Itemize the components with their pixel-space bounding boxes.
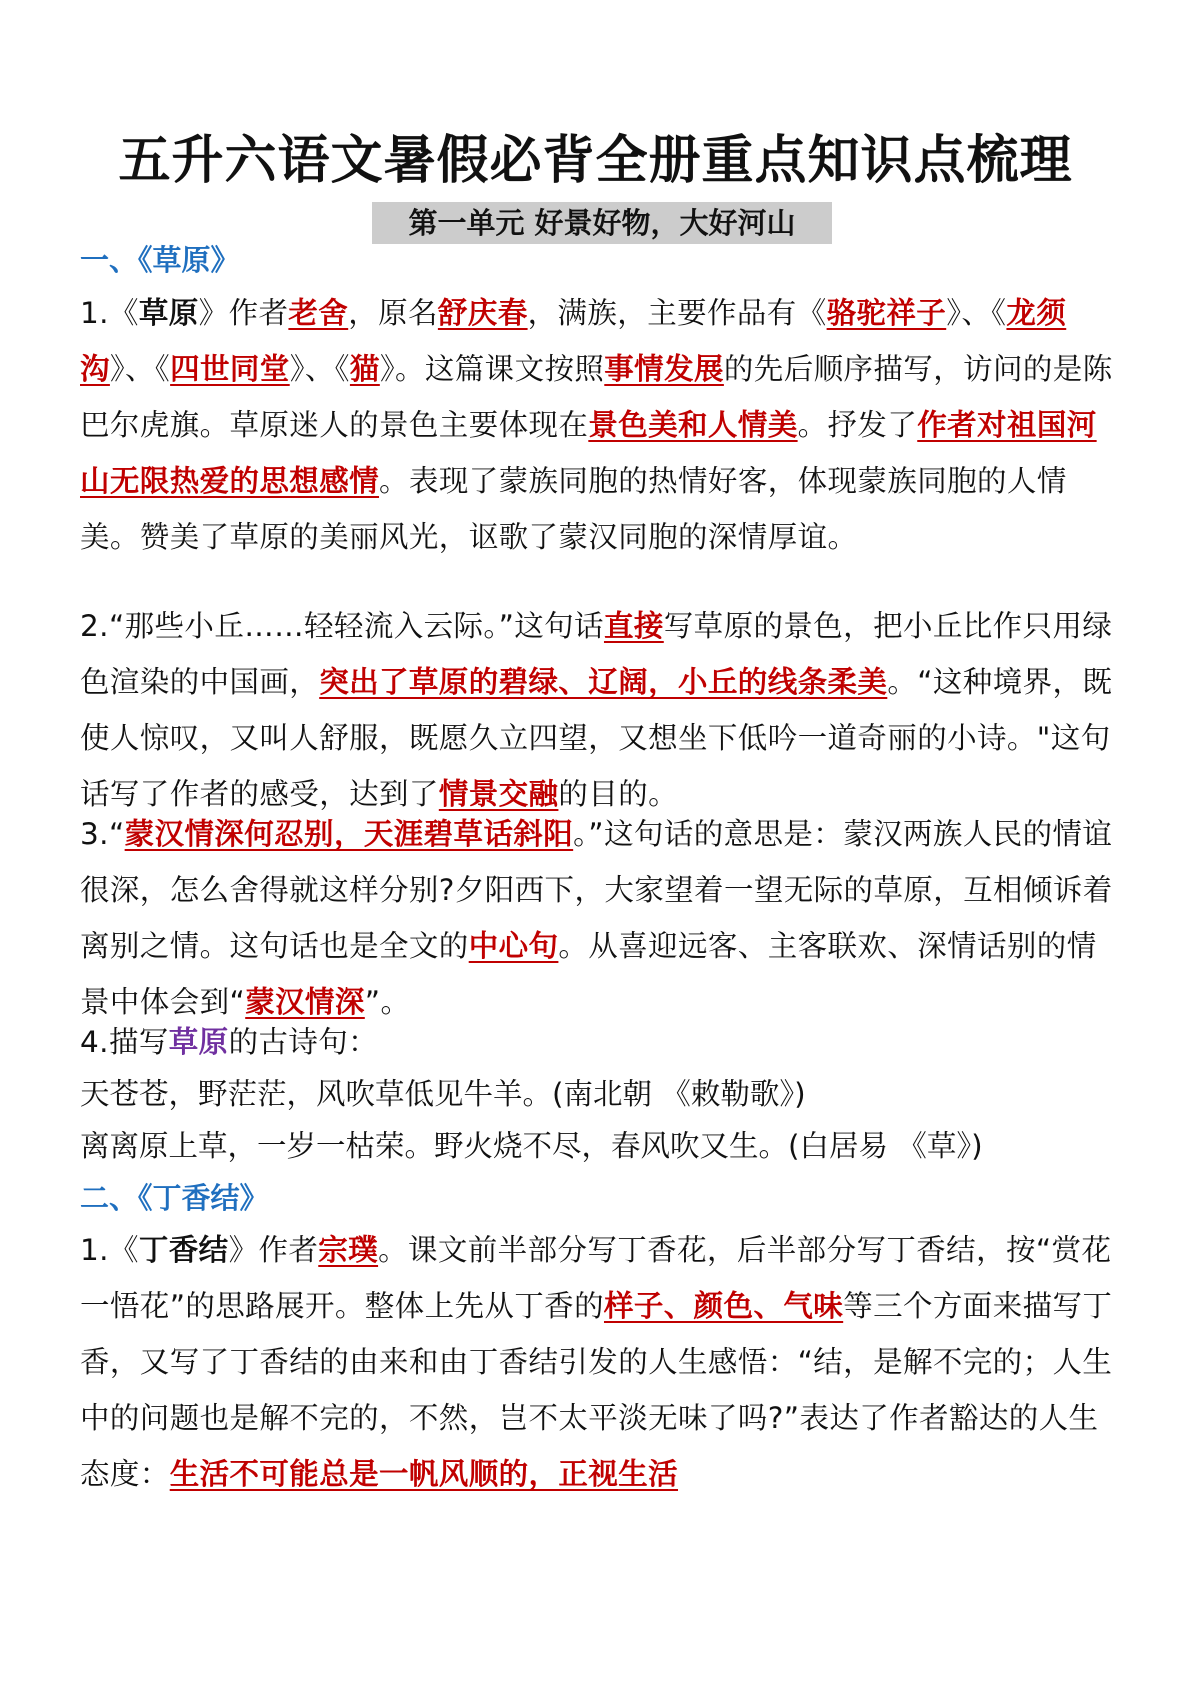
- key-point: 猫: [349, 352, 380, 386]
- paragraph-3: [80, 806, 1120, 1030]
- text: ，满族，主要作品有《: [527, 296, 827, 330]
- section-heading-lilac-knot: 二、《丁香结》: [80, 1181, 269, 1215]
- text: 。“这种境界，既使人惊叹，又叫人舒服，既愿久立四望，又想坐下低吟一道奇丽的小诗。"这句话写了作者的感受，达到了: [80, 665, 1113, 811]
- page-title: 五升六语文暑假必背全册重点知识点梳理: [118, 131, 1073, 191]
- text: 。”这句话的意思是：蒙汉两族人民的情谊很深，怎么舍得就这样分别?夕阳西下，大家望着一望无际的草原，互相倾诉着离别之情。这句话也是全文的: [80, 817, 1113, 963]
- text: 等三个方面来描写丁香，又写了丁香结的由来和由丁香结引发的人生感悟：“结，是解不完的；人生中的问题也是解不完的，不然，岂不太平淡无味了吗?”表达了作者豁达的人生态度：: [80, 1289, 1113, 1491]
- key-point: 景色美和人情美: [588, 408, 798, 442]
- section-heading-grassland: 一、《草原》: [80, 243, 240, 277]
- key-point: 样子、颜色、气味: [603, 1289, 844, 1323]
- key-point: 作者对祖国河山无限热爱的思想感情: [80, 408, 1097, 498]
- poem-line: 离离原上草，一岁一枯荣。野火烧不尽，春风吹又生。(白居易 《草》): [80, 1129, 983, 1163]
- key-point: 宗璞: [318, 1233, 379, 1267]
- key-point: 老舍: [288, 296, 349, 330]
- highlight: 草原: [168, 1025, 229, 1059]
- text: ”。: [364, 985, 411, 1019]
- text: 》作者: [228, 1233, 319, 1267]
- text: 1.《: [80, 296, 139, 330]
- text: 的目的。: [558, 777, 679, 811]
- key-point: 龙须沟: [80, 296, 1067, 386]
- text: ，原名: [348, 296, 438, 330]
- key-point: 突出了草原的碧绿、辽阔，小丘的线条柔美: [319, 665, 888, 699]
- key-point: 情景交融: [438, 777, 559, 811]
- key-point: 中心句: [468, 929, 559, 963]
- book-title: 草原: [138, 296, 199, 330]
- key-point: 蒙汉情深何忍别，天涯碧草话斜阳: [124, 817, 574, 851]
- paragraph-4: [80, 1014, 1120, 1070]
- key-point: 四世同堂: [170, 352, 290, 386]
- text: 》、《: [289, 352, 350, 386]
- text: 》、《: [946, 296, 1007, 330]
- book-title: 丁香结: [138, 1233, 229, 1267]
- key-point: 事情发展: [604, 352, 724, 386]
- text: 。从喜迎远客、主客联欢、深情话别的情景中体会到“: [80, 929, 1097, 1019]
- text: 》作者: [198, 296, 289, 330]
- poem-line: 天苍苍，野茫茫，风吹草低见牛羊。(南北朝 《敕勒歌》): [80, 1077, 806, 1111]
- text: 1.《: [80, 1233, 139, 1267]
- text: 。表现了蒙族同胞的热情好客，体现蒙族同胞的人情美。赞美了草原的美丽风光，讴歌了蒙汉同胞的深情厚谊。: [80, 464, 1067, 554]
- key-point: 舒庆春: [437, 296, 528, 330]
- text: 3.“: [80, 817, 125, 851]
- text: 的古诗句：: [228, 1025, 379, 1059]
- key-point: 直接: [603, 609, 664, 643]
- paragraph-2: [80, 598, 1120, 822]
- key-point: 蒙汉情深: [245, 985, 365, 1019]
- text: 的先后顺序描写，访问的是陈巴尔虎旗。草原迷人的景色主要体现在: [80, 352, 1113, 442]
- text: 。抒发了: [797, 408, 918, 442]
- text: 》、《: [109, 352, 171, 386]
- key-point: 骆驼祥子: [826, 296, 947, 330]
- text: 4.描写: [80, 1025, 169, 1059]
- paragraph-1: [80, 285, 1120, 565]
- text: 》。这篇课文按照: [379, 352, 605, 386]
- text: 。课文前半部分写丁香花，后半部分写丁香结，按“赏花一悟花”的思路展开。整体上先从丁香的: [80, 1233, 1112, 1323]
- paragraph-5: [80, 1222, 1120, 1502]
- text: 2.“那些小丘……轻轻流入云际。”这句话: [80, 609, 604, 643]
- key-point: 生活不可能总是一帆风顺的，正视生活: [169, 1457, 679, 1491]
- text: 写草原的景色，把小丘比作只用绿色渲染的中国画，: [80, 609, 1113, 699]
- unit-banner: 第一单元 好景好物，大好河山: [372, 202, 832, 244]
